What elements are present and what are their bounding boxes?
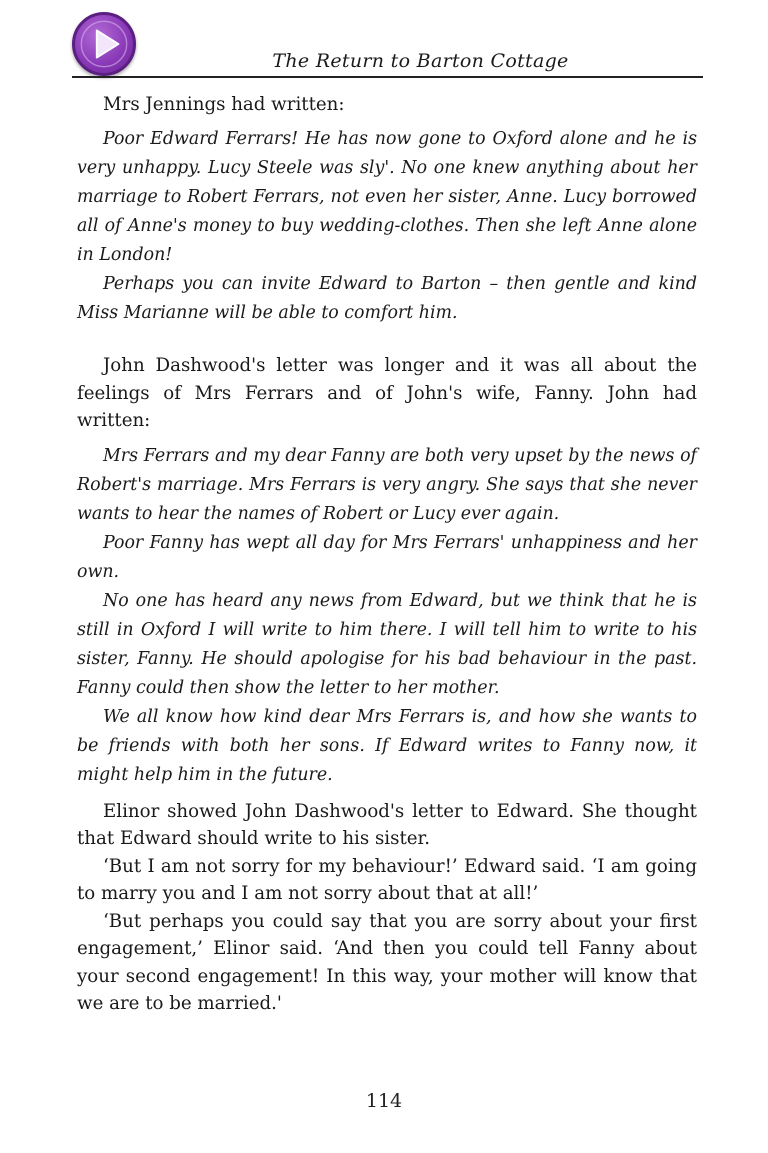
letter-paragraph-dashwood-2: Poor Fanny has wept all day for Mrs Ferrars' unhappiness and her own. — [77, 532, 697, 582]
spacer — [77, 790, 697, 798]
paragraph-dialogue-edward: ‘But I am not sorry for my behaviour!’ Edward said. ‘I am going to marry you and I am not sorry about that at all!’ — [77, 855, 697, 904]
page-number: 114 — [365, 1090, 403, 1112]
paragraph-intro: Mrs Jennings had written: — [103, 94, 345, 115]
running-head — [72, 46, 703, 78]
paragraph-narration-1: John Dashwood's letter was longer and it was all about the feelings of Mrs Ferrars and of John's wife, Fanny. John had written: — [77, 355, 697, 431]
letter-paragraph-dashwood-1: Mrs Ferrars and my dear Fanny are both very upset by the news of Robert's marriage. Mrs Ferrars is very angry. She says that she never wants to hear the names of Robert or Lucy ever again. — [77, 445, 697, 524]
spacer — [77, 435, 697, 442]
paragraph-dialogue-elinor: ‘But perhaps you could say that you are sorry about your first engagement,’ Elinor said. ‘And then you could tell Fanny about your second engagement! In this way, your mother will know that we are to be married.' — [77, 910, 697, 1014]
spacer — [77, 328, 697, 352]
chapter-title: The Return to Barton Cottage — [272, 50, 569, 72]
letter-paragraph-jennings-2: Perhaps you can invite Edward to Barton – then gentle and kind Miss Marianne will be able to comfort him. — [77, 274, 697, 323]
letter-paragraph-dashwood-3: No one has heard any news from Edward, but we think that he is still in Oxford I will write to him there. I will tell him to write to his sister, Fanny. He should apologise for his bad behaviour in the past. Fanny could then show the letter to her mother. — [77, 590, 697, 698]
paragraph-narration-2: Elinor showed John Dashwood's letter to Edward. She thought that Edward should write to his sister. — [77, 800, 697, 849]
letter-paragraph-jennings-1: Poor Edward Ferrars! He has now gone to Oxford alone and he is very unhappy. Lucy Steele was sly'. No one knew anything about her marriage to Robert Ferrars, not even her sister, Anne. Lucy borrowed all of Anne's money to buy wedding-clothes. Then she left Anne alone in London! — [77, 129, 697, 265]
page-body — [77, 91, 697, 1018]
letter-paragraph-dashwood-4: We all know how kind dear Mrs Ferrars is, and how she wants to be friends with both her sons. If Edward writes to Fanny now, it might help him in the future. — [77, 706, 697, 785]
